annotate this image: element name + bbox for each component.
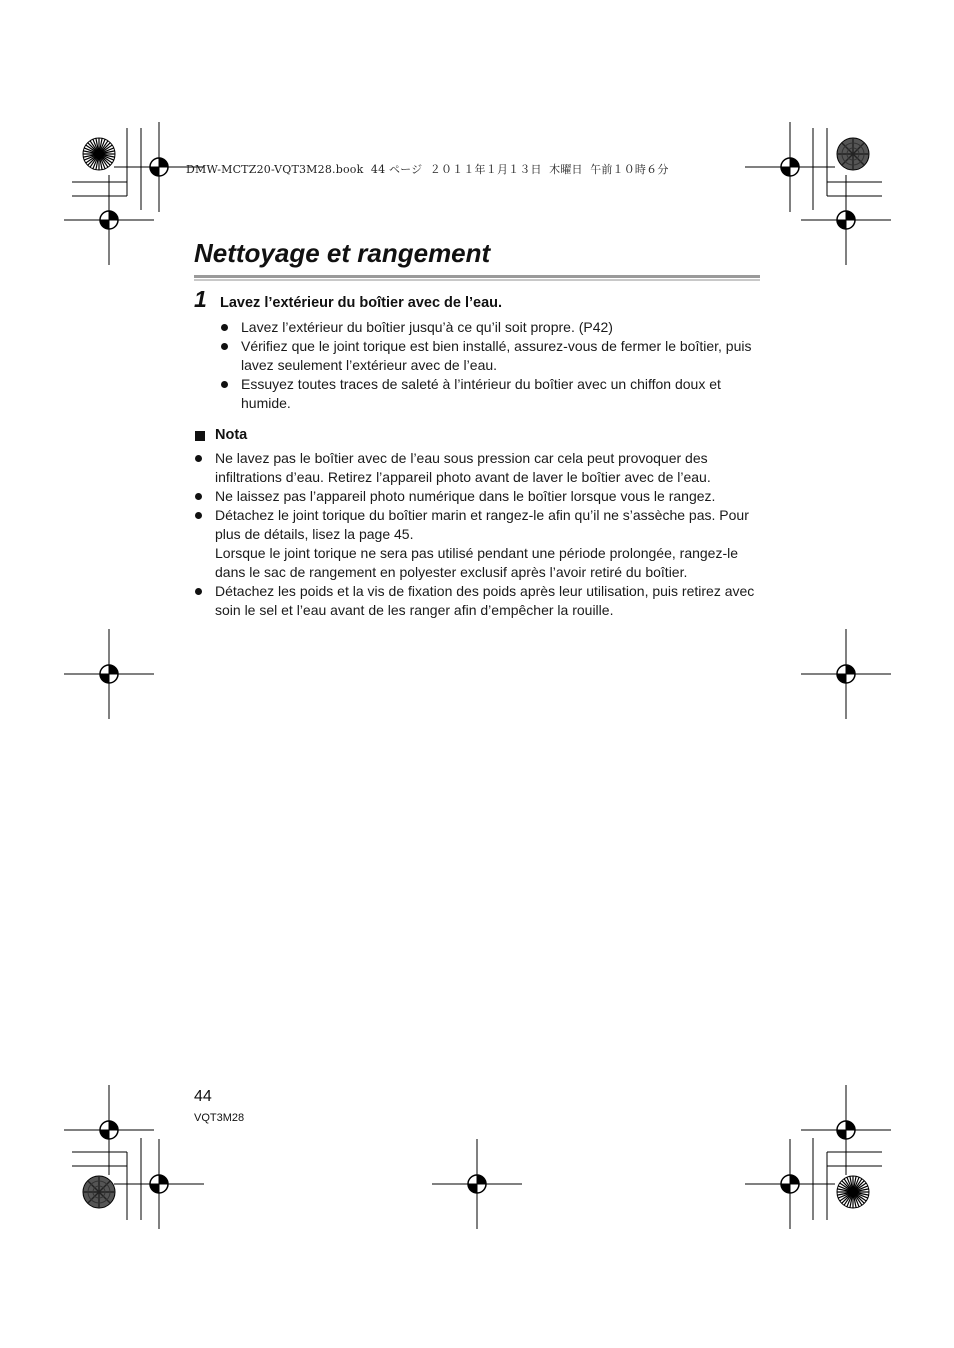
list-item — [215, 487, 760, 506]
registration-mark-mid-right — [801, 629, 891, 719]
color-wheel-icon-top-left — [83, 138, 115, 170]
bullet-icon — [195, 512, 202, 519]
list-item-text: Essuyez toutes traces de saleté à l’intérieur du boîtier avec un chiffon doux et humide. — [241, 376, 721, 411]
title-rule-dark — [194, 275, 760, 278]
list-item-text: Détachez les poids et la vis de fixation des poids après leur utilisation, puis retirez avec soin le sel et l’eau avant de les ranger afin d’empêcher la rouille. — [215, 583, 755, 618]
bullet-icon — [221, 343, 228, 350]
registration-mark-bottom-right — [745, 1139, 835, 1229]
list-item — [241, 375, 761, 413]
list-item-text: Lavez l’extérieur du boîtier jusqu’à ce qu’il soit propre. (P42) — [241, 319, 613, 335]
registration-mark-top-right — [745, 122, 835, 212]
bullet-icon — [221, 324, 228, 331]
list-item-text: Ne lavez pas le boîtier avec de l’eau sous pression car cela peut provoquer des infiltrations d’eau. Retirez l’appareil photo avant de laver le boîtier avec de l’eau. — [215, 450, 711, 485]
step-number: 1 — [194, 286, 207, 312]
list-item-text: Vérifiez que le joint torique est bien installé, assurez-vous de fermer le boîtier, puis lavez seulement l’extérieur avec de l’eau. — [241, 338, 752, 373]
bullet-icon — [195, 455, 202, 462]
document-code: VQT3M28 — [194, 1112, 245, 1124]
page-title: Nettoyage et rangement — [194, 238, 491, 268]
nota-bullet-list — [215, 449, 760, 620]
list-item — [241, 337, 761, 375]
color-wheel-icon-bottom-left — [83, 1176, 115, 1208]
title-rule-light — [194, 279, 760, 281]
list-item — [215, 449, 760, 487]
step-bullet-list — [241, 318, 761, 413]
step-heading: Lavez l’extérieur du boîtier avec de l’eau. — [220, 295, 503, 311]
list-item-text: Détachez le joint torique du boîtier marin et rangez-le afin qu’il ne s’assèche pas. Pour plus de détails, lisez la page 45. — [215, 507, 749, 542]
color-wheel-icon-top-right — [837, 138, 869, 170]
list-item-extra-text: Lorsque le joint torique ne sera pas utilisé pendant une période prolongée, rangez-le dans le sac de rangement en polyester exclusif après l’avoir retiré du boîtier. — [215, 545, 739, 580]
bullet-icon — [195, 588, 202, 595]
list-item — [215, 506, 760, 582]
list-item-text: Ne laissez pas l’appareil photo numérique dans le boîtier lorsque vous le rangez. — [215, 488, 716, 504]
nota-heading: Nota — [215, 427, 248, 443]
bullet-icon — [221, 381, 228, 388]
registration-mark-top-right-2 — [801, 175, 891, 265]
list-item — [241, 318, 761, 337]
registration-mark-mid-left — [64, 629, 154, 719]
page-number: 44 — [194, 1088, 212, 1105]
bullet-icon — [195, 493, 202, 500]
running-head: DMW-MCTZ20-VQT3M28.book 44 ページ ２０１１年１月１３日 木曜日 午前１０時６分 — [186, 163, 669, 176]
section-marker-icon — [195, 431, 205, 441]
color-wheel-icon-bottom-right — [837, 1176, 869, 1208]
registration-mark-bottom-right-2 — [801, 1085, 891, 1175]
list-item — [215, 582, 760, 620]
registration-mark-bottom-center — [432, 1139, 522, 1229]
